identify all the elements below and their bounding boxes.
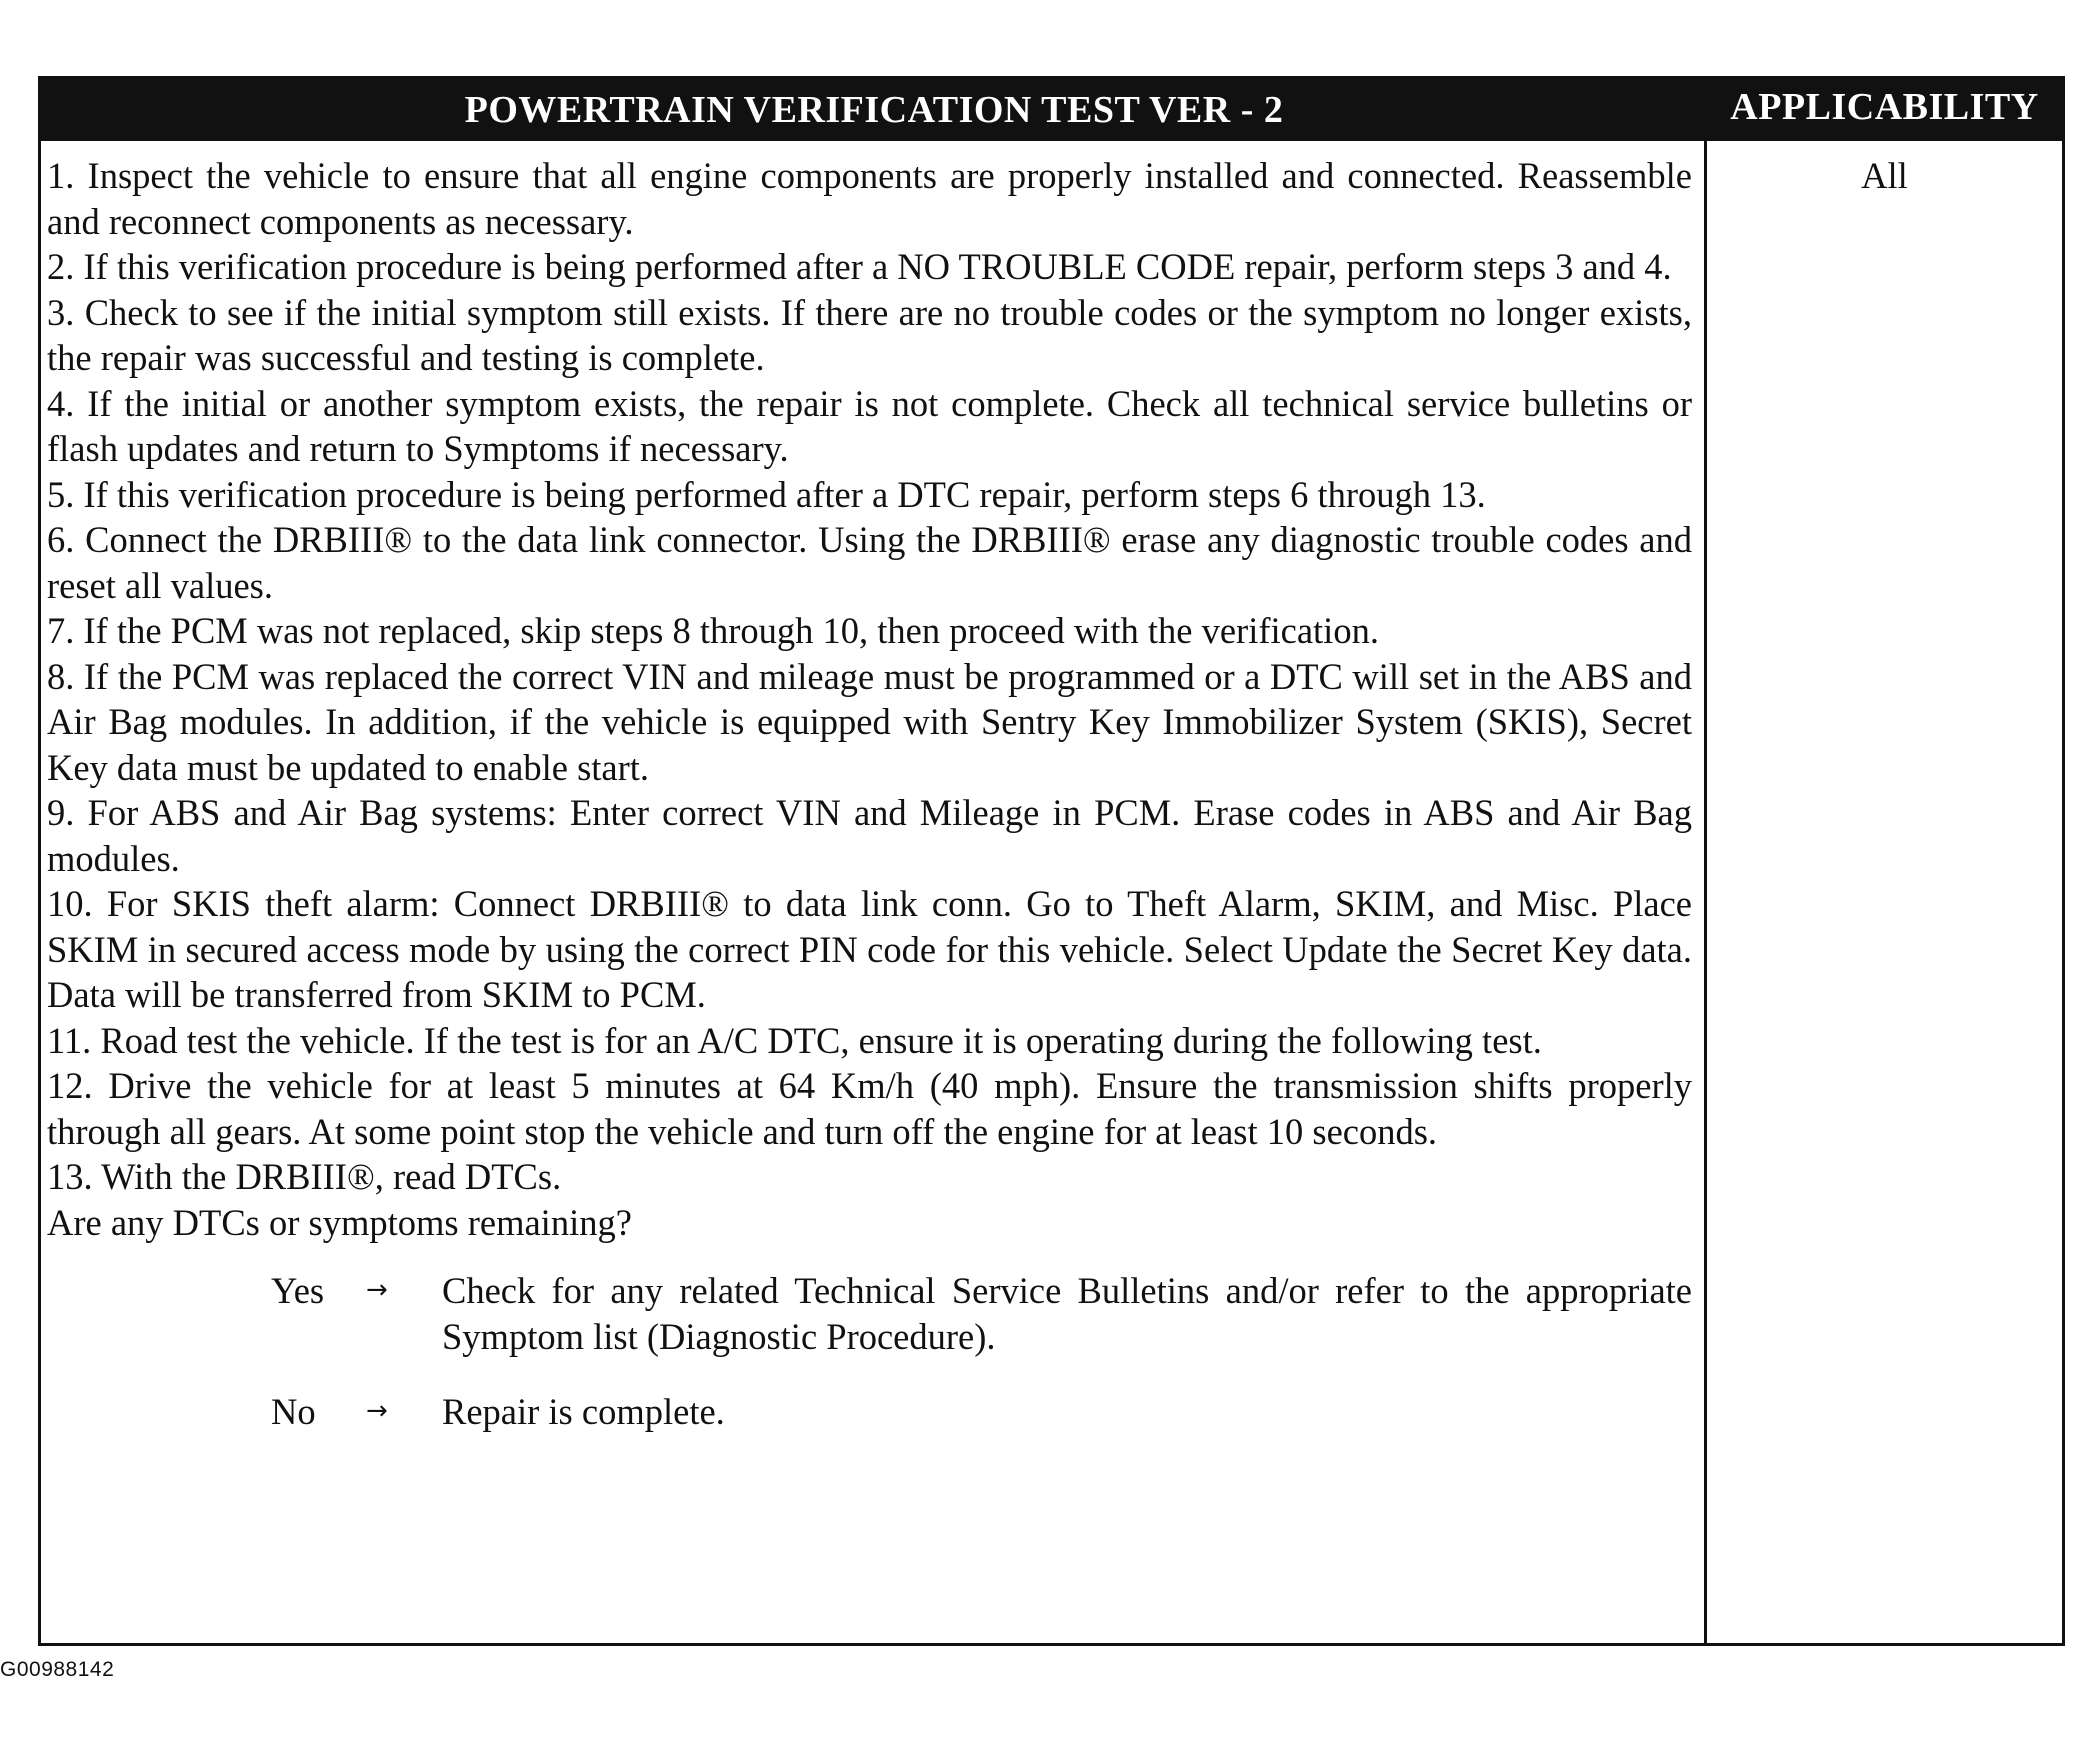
column-divider [1704,141,1707,1643]
step-1: 1. Inspect the vehicle to ensure that all engine components are properly installed and connected. Reassemble and reconnect components as necessary. [47,155,1692,242]
step-8: 8. If the PCM was replaced the correct VIN and mileage must be programmed or a DTC will set in the ABS and Air Bag modules. In addition, if the vehicle is equipped with Sentry Key Immobilizer System (SKIS), Secret Key data must be updated to enable start. [47,655,1692,788]
step-6: 6. Connect the DRBIII® to the data link connector. Using the DRBIII® erase any diagnostic trouble codes and reset all values. [47,519,1692,606]
step-2: 2. If this verification procedure is being performed after a NO TROUBLE CODE repair, perform steps 3 and 4. [47,246,1672,287]
procedure-steps [47,153,1692,1435]
table-header [41,79,2062,141]
step-13: 13. With the DRBIII®, read DTCs. [47,1156,562,1197]
answer-list [47,1268,1692,1435]
answer-no [47,1389,1692,1435]
step-11: 11. Road test the vehicle. If the test is for an A/C DTC, ensure it is operating during the following test. [47,1019,1542,1061]
step-7: 7. If the PCM was not replaced, skip steps 8 through 10, then proceed with the verification. [47,610,1379,651]
answer-no-label: No [271,1391,316,1432]
question: Are any DTCs or symptoms remaining? [47,1201,632,1243]
applicability-header: APPLICABILITY [1730,86,2039,128]
step-4: 4. If the initial or another symptom exists, the repair is not complete. Check all technical service bulletins or flash updates and return to Symptoms if necessary. [47,382,1692,469]
arrow-right-icon: → [366,1396,388,1426]
step-3: 3. Check to see if the initial symptom still exists. If there are no trouble codes or the symptom no longer exists, the repair was successful and testing is complete. [47,291,1692,378]
arrow-right-icon: → [366,1275,388,1305]
test-title: POWERTRAIN VERIFICATION TEST VER - 2 [464,89,1284,131]
step-5: 5. If this verification procedure is being performed after a DTC repair, perform steps 6 through 13. [47,473,1486,515]
step-12: 12. Drive the vehicle for at least 5 minutes at 64 Km/h (40 mph). Ensure the transmission shifts properly through all gears. At some point stop the vehicle and turn off the engine for at least 10 seconds. [47,1065,1692,1152]
answer-yes [47,1268,1692,1359]
applicability-value: All [1861,155,1908,196]
answer-yes-label: Yes [271,1270,325,1311]
verification-test-table [38,76,2065,1646]
answer-no-text: Repair is complete. [442,1391,725,1432]
answer-yes-text: Check for any related Technical Service Bulletins and/or refer to the appropriate Symptom list (Diagnostic Procedure). [442,1270,1692,1357]
step-10: 10. For SKIS theft alarm: Connect DRBIII® to data link conn. Go to Theft Alarm, SKIM, and Misc. Place SKIM in secured access mode by using the correct PIN code for this vehicle. Select Update the Secret Key data. Data will be transferred from SKIM to PCM. [47,883,1692,1015]
step-9: 9. For ABS and Air Bag systems: Enter correct VIN and Mileage in PCM. Erase codes in ABS and Air Bag modules. [47,792,1692,879]
figure-id: G00988142 [0,1658,115,1681]
